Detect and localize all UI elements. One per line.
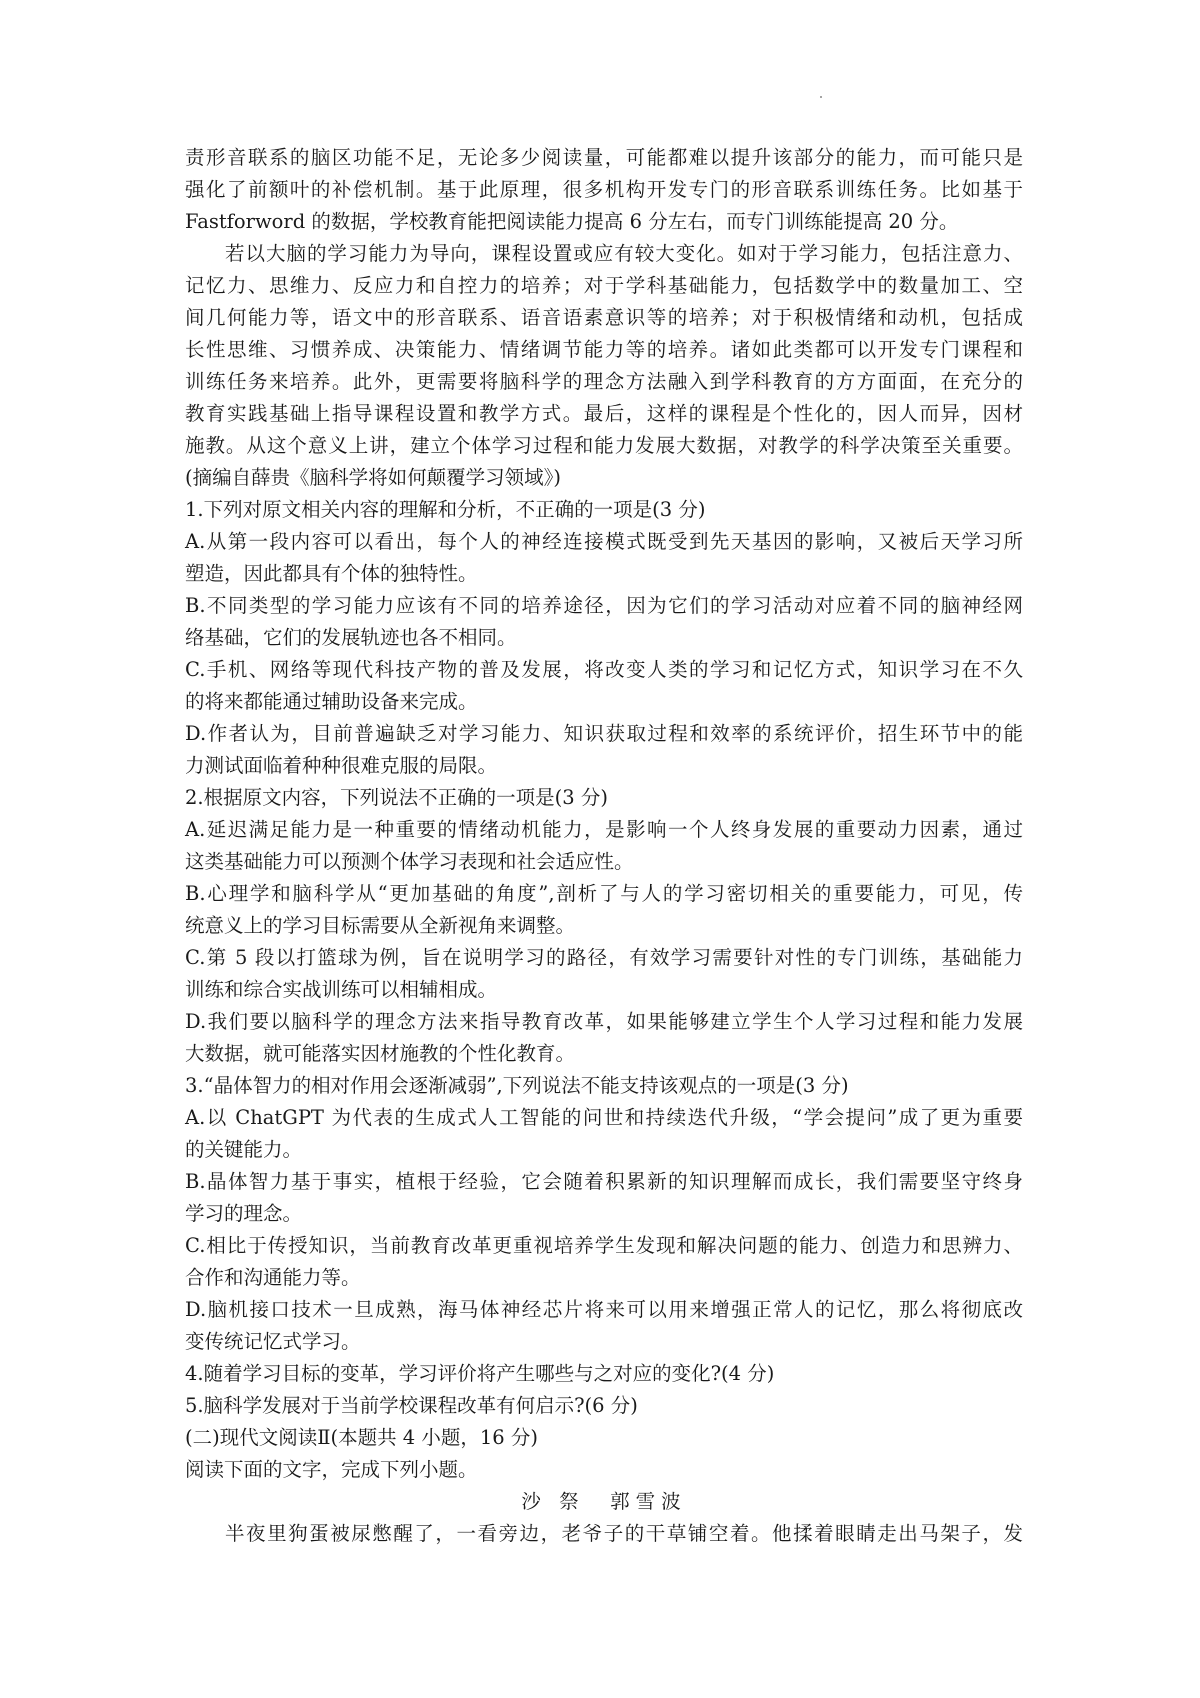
text-line: Fastforword 的数据，学校教育能把阅读能力提高 6 分左右，而专门训练能提高 20 分。 xyxy=(185,210,959,233)
option-d: D.脑机接口技术一旦成熟，海马体神经芯片将来可以用来增强正常人的记忆，那么将彻底改 xyxy=(185,1298,1023,1321)
option-b-cont: 学习的理念。 xyxy=(185,1202,303,1225)
source-citation: (摘编自薛贵《脑科学将如何颠覆学习领域》) xyxy=(185,466,561,489)
question-stem: 1.下列对原文相关内容的理解和分析，不正确的一项是(3 分) xyxy=(185,498,706,521)
question-stem: 3.“晶体智力的相对作用会逐渐减弱”,下列说法不能支持该观点的一项是(3 分) xyxy=(185,1074,849,1097)
story-first-line: 半夜里狗蛋被尿憋醒了，一看旁边，老爷子的干草铺空着。他揉着眼睛走出马架子，发 xyxy=(225,1522,1023,1545)
reading-instruction: 阅读下面的文字，完成下列小题。 xyxy=(185,1458,478,1481)
option-a: A.以 ChatGPT 为代表的生成式人工智能的问世和持续迭代升级，“学会提问”成了更为重要 xyxy=(185,1106,1023,1129)
option-a-cont: 塑造，因此都具有个体的独特性。 xyxy=(185,562,478,585)
option-a-cont: 的关键能力。 xyxy=(185,1138,303,1161)
question-4: 4.随着学习目标的变革，学习评价将产生哪些与之对应的变化?(4 分) xyxy=(185,1362,775,1385)
exam-page xyxy=(185,142,1023,1550)
option-b: B.心理学和脑科学从“更加基础的角度”,剖析了与人的学习密切相关的重要能力，可见，传 xyxy=(185,882,1023,905)
option-d-cont: 力测试面临着种种很难克服的局限。 xyxy=(185,754,498,777)
option-a: A.延迟满足能力是一种重要的情绪动机能力，是影响一个人终身发展的重要动力因素，通过 xyxy=(185,818,1023,841)
text-line: 长性思维、习惯养成、决策能力、情绪调节能力等的培养。诸如此类都可以开发专门课程和 xyxy=(185,338,1023,361)
question-1 xyxy=(185,494,1023,782)
option-c: C.手机、网络等现代科技产物的普及发展，将改变人类的学习和记忆方式，知识学习在不久 xyxy=(185,658,1023,681)
option-d: D.我们要以脑科学的理念方法来指导教育改革，如果能够建立学生个人学习过程和能力发展 xyxy=(185,1010,1023,1033)
option-c-cont: 训练和综合实战训练可以相辅相成。 xyxy=(185,978,498,1001)
scan-speck-top xyxy=(820,96,822,98)
paragraph-2 xyxy=(185,238,1023,462)
text-line: 施教。从这个意义上讲，建立个体学习过程和能力发展大数据，对教学的科学决策至关重要。 xyxy=(185,434,1023,457)
text-line: 间几何能力等，语文中的形音联系、语音语素意识等的培养；对于积极情绪和动机，包括成 xyxy=(185,306,1023,329)
option-b-cont: 络基础，它们的发展轨迹也各不相同。 xyxy=(185,626,517,649)
option-d-cont: 大数据，就可能落实因材施教的个性化教育。 xyxy=(185,1042,576,1065)
option-c-cont: 合作和沟通能力等。 xyxy=(185,1266,361,1289)
option-d-cont: 变传统记忆式学习。 xyxy=(185,1330,361,1353)
option-d: D.作者认为，目前普遍缺乏对学习能力、知识获取过程和效率的系统评价，招生环节中的能 xyxy=(185,722,1023,745)
text-line: 教育实践基础上指导课程设置和教学方式。最后，这样的课程是个性化的，因人而异，因材 xyxy=(185,402,1023,425)
option-b-cont: 统意义上的学习目标需要从全新视角来调整。 xyxy=(185,914,576,937)
question-2 xyxy=(185,782,1023,1070)
option-c-cont: 的将来都能通过辅助设备来完成。 xyxy=(185,690,478,713)
option-c: C.相比于传授知识，当前教育改革更重视培养学生发现和解决问题的能力、创造力和思辨力、 xyxy=(185,1234,1023,1257)
option-a: A.从第一段内容可以看出，每个人的神经连接模式既受到先天基因的影响，又被后天学习所 xyxy=(185,530,1023,553)
option-b: B.晶体智力基于事实，植根于经验，它会随着积累新的知识理解而成长，我们需要坚守终身 xyxy=(185,1170,1023,1193)
question-3 xyxy=(185,1070,1023,1358)
question-stem: 2.根据原文内容，下列说法不正确的一项是(3 分) xyxy=(185,786,608,809)
section-heading: (二)现代文阅读Ⅱ(本题共 4 小题，16 分) xyxy=(185,1426,538,1449)
text-line: 若以大脑的学习能力为导向，课程设置或应有较大变化。如对于学习能力，包括注意力、 xyxy=(225,242,1023,265)
text-line: 记忆力、思维力、反应力和自控力的培养；对于学科基础能力，包括数学中的数量加工、空 xyxy=(185,274,1023,297)
text-line: 强化了前额叶的补偿机制。基于此原理，很多机构开发专门的形音联系训练任务。比如基于 xyxy=(185,178,1023,201)
text-line: 责形音联系的脑区功能不足，无论多少阅读量，可能都难以提升该部分的能力，而可能只是 xyxy=(185,146,1023,169)
option-c: C.第 5 段以打篮球为例，旨在说明学习的路径，有效学习需要针对性的专门训练，基础能力 xyxy=(185,946,1023,969)
question-5: 5.脑科学发展对于当前学校课程改革有何启示?(6 分) xyxy=(185,1394,638,1417)
paragraph-1 xyxy=(185,142,1023,238)
text-line: 训练任务来培养。此外，更需要将脑科学的理念方法融入到学科教育的方方面面，在充分的 xyxy=(185,370,1023,393)
option-a-cont: 这类基础能力可以预测个体学习表现和社会适应性。 xyxy=(185,850,634,873)
option-b: B.不同类型的学习能力应该有不同的培养途径，因为它们的学习活动对应着不同的脑神经网 xyxy=(185,594,1023,617)
story-title: 沙 祭 郭雪波 xyxy=(521,1490,687,1513)
